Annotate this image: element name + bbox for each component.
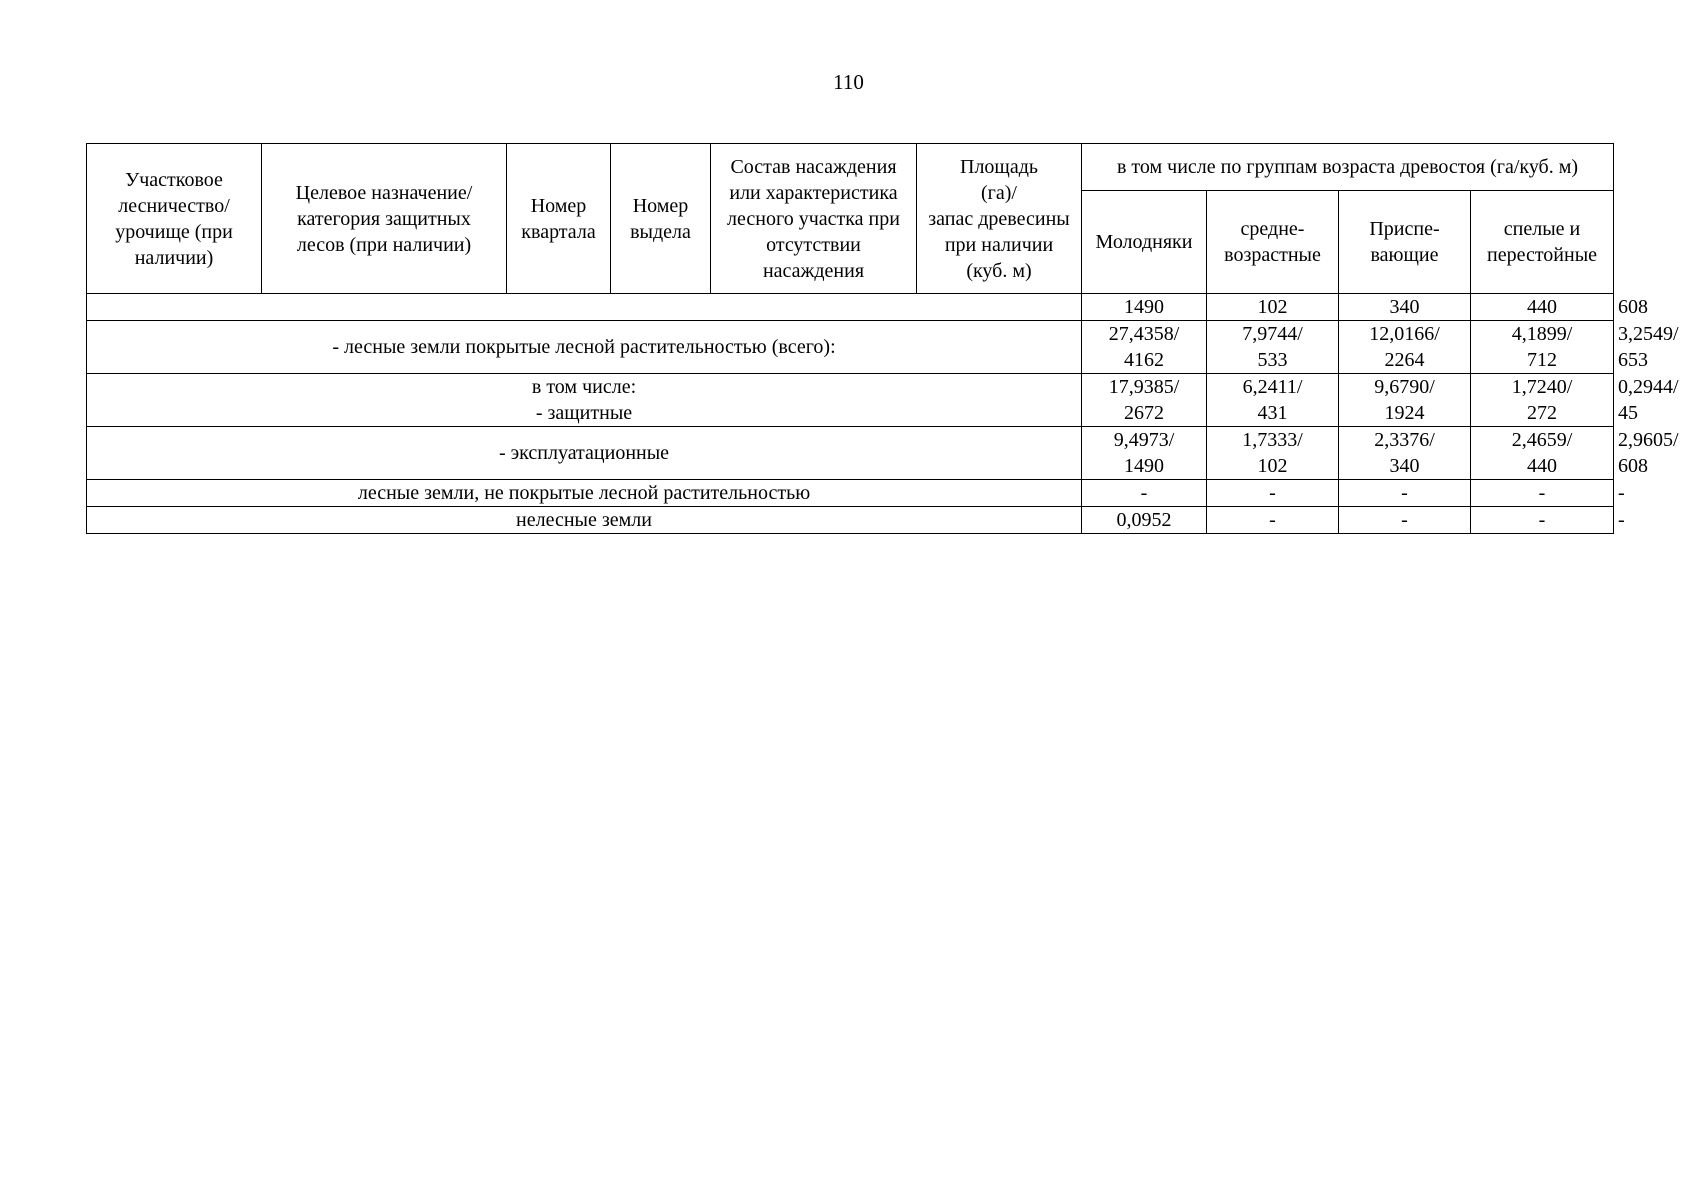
row-label: в том числе: - защитные: [87, 374, 1082, 427]
cell-middle: 12,0166/ 2264: [1339, 321, 1471, 374]
header-area-stock: Площадь (га)/ запас древесины при наличии (куб. м): [917, 144, 1082, 294]
header-middle-aged: средне- возрастные: [1207, 191, 1339, 294]
cell-young: 1,7333/ 102: [1207, 427, 1339, 480]
cell-young: 7,9744/ 533: [1207, 321, 1339, 374]
cell-young: 102: [1207, 294, 1339, 321]
row-label: [87, 294, 1082, 321]
cell-maturing: 440: [1471, 294, 1614, 321]
header-quarter-number: Номер квартала: [507, 144, 611, 294]
table-row: в том числе: - защитные 17,9385/ 2672 6,2411/ 431 9,6790/ 1924 1,7240/ 272 0,2944/ 45: [87, 374, 1614, 427]
cell-area: -: [1082, 480, 1207, 507]
table-row: - лесные земли покрытые лесной растительностью (всего): 27,4358/ 4162 7,9744/ 533 12,0166/ 2264 4,1899/ 712 3,2549/ 653: [87, 321, 1614, 374]
cell-area: 1490: [1082, 294, 1207, 321]
cell-area: 27,4358/ 4162: [1082, 321, 1207, 374]
row-label: - эксплуатационные: [87, 427, 1082, 480]
cell-young: -: [1207, 480, 1339, 507]
cell-young: 6,2411/ 431: [1207, 374, 1339, 427]
cell-young: -: [1207, 507, 1339, 534]
cell-maturing: 4,1899/ 712: [1471, 321, 1614, 374]
header-maturing: Приспе- вающие: [1339, 191, 1471, 294]
header-allotment-number: Номер выдела: [611, 144, 711, 294]
cell-maturing: 1,7240/ 272: [1471, 374, 1614, 427]
cell-maturing: -: [1471, 480, 1614, 507]
row-label: нелесные земли: [87, 507, 1082, 534]
cell-maturing: -: [1471, 507, 1614, 534]
row-label: лесные земли, не покрытые лесной растительностью: [87, 480, 1082, 507]
header-purpose: Целевое назначение/ категория защитных лесов (при наличии): [262, 144, 507, 294]
row-label: - лесные земли покрытые лесной растительностью (всего):: [87, 321, 1082, 374]
table-row: нелесные земли 0,0952 - - - -: [87, 507, 1614, 534]
table-row: 1490 102 340 440 608: [87, 294, 1614, 321]
cell-area: 17,9385/ 2672: [1082, 374, 1207, 427]
table-row: - эксплуатационные 9,4973/ 1490 1,7333/ 102 2,3376/ 340 2,4659/ 440 2,9605/ 608: [87, 427, 1614, 480]
header-forestry: Участковое лесничество/ урочище (при наличии): [87, 144, 262, 294]
cell-area: 9,4973/ 1490: [1082, 427, 1207, 480]
cell-middle: -: [1339, 507, 1471, 534]
table-row: лесные земли, не покрытые лесной растительностью - - - - -: [87, 480, 1614, 507]
cell-middle: 340: [1339, 294, 1471, 321]
cell-area: 0,0952: [1082, 507, 1207, 534]
cell-maturing: 2,4659/ 440: [1471, 427, 1614, 480]
cell-middle: -: [1339, 480, 1471, 507]
cell-middle: 2,3376/ 340: [1339, 427, 1471, 480]
page-number: 110: [833, 70, 864, 94]
header-mature-overmature: спелые и перестойные: [1471, 191, 1614, 294]
cell-middle: 9,6790/ 1924: [1339, 374, 1471, 427]
header-stand-composition: Состав насаждения или характеристика лесного участка при отсутствии насаждения: [711, 144, 917, 294]
header-young-stands: Молодняки: [1082, 191, 1207, 294]
forest-age-groups-table: [86, 143, 1679, 534]
header-age-groups: в том числе по группам возраста древостоя (га/куб. м): [1082, 144, 1614, 191]
